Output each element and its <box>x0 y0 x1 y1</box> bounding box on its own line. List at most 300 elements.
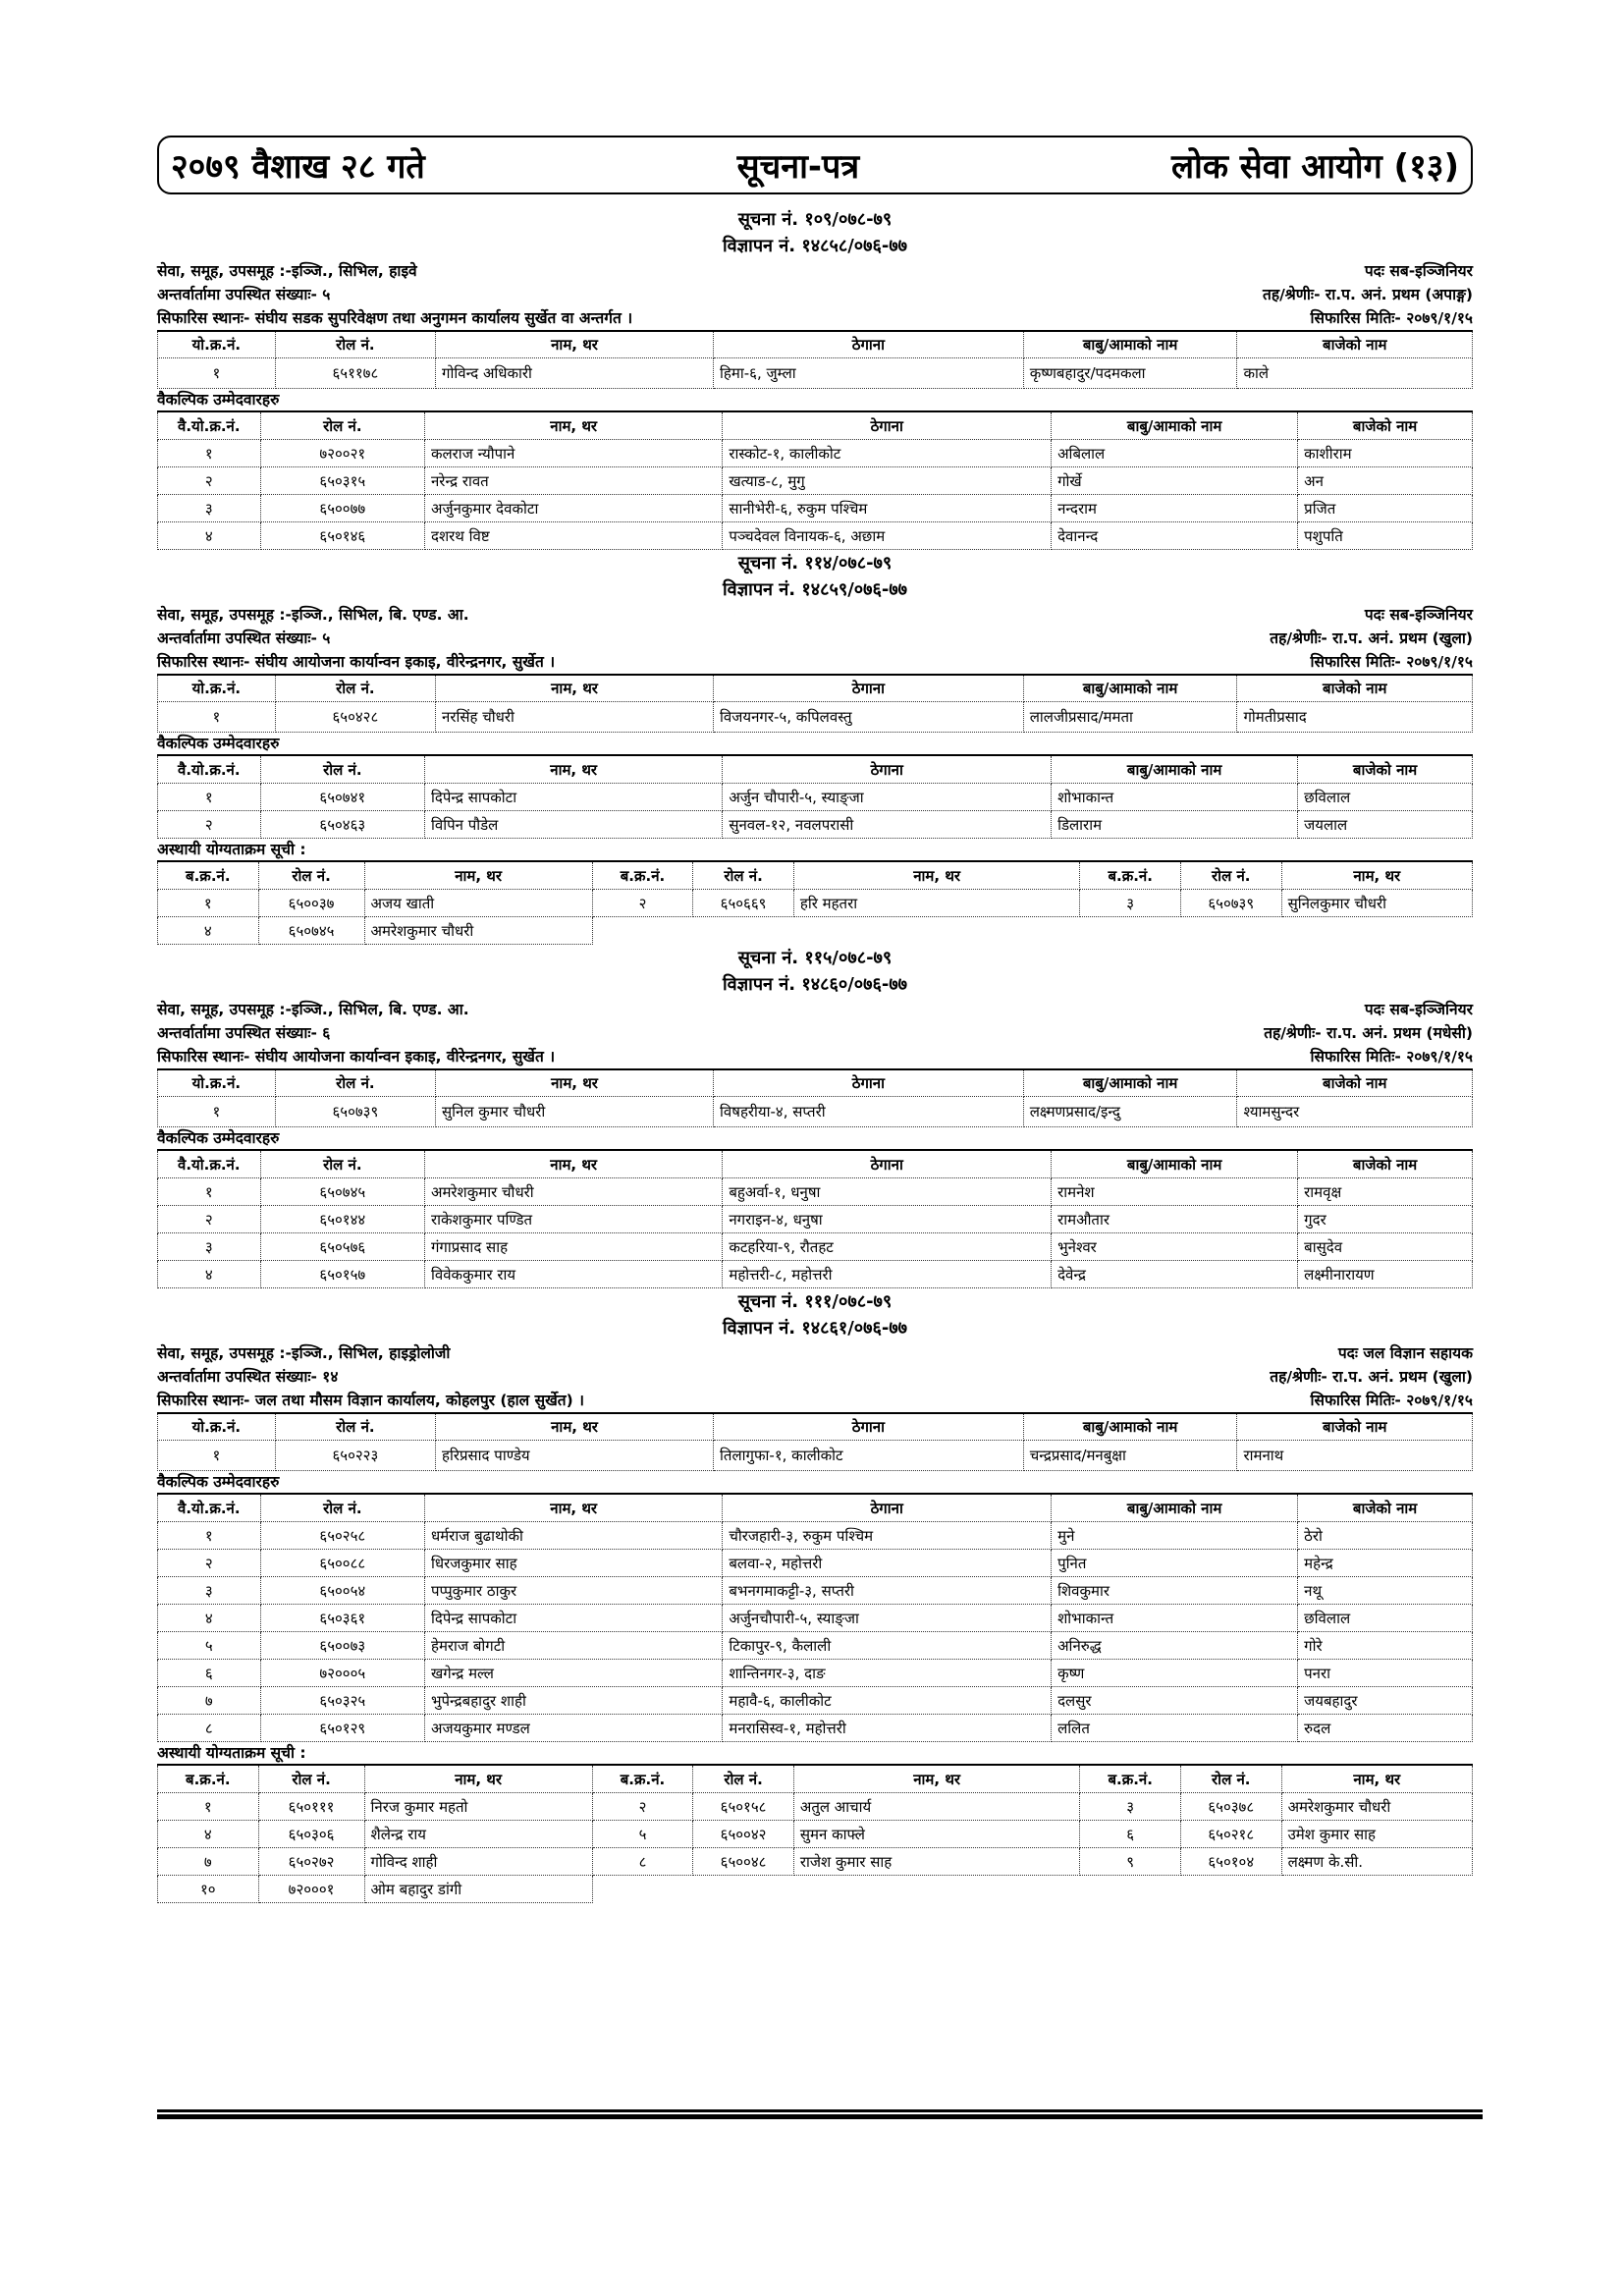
table-cell: नगराइन-४, धनुषा <box>723 1206 1052 1233</box>
table-cell: शैलेन्द्र राय <box>364 1821 592 1848</box>
table-cell: १ <box>158 1522 261 1550</box>
column-header: वै.यो.क्र.नं. <box>158 1494 261 1522</box>
table-cell: ६५०७३९ <box>275 1097 435 1127</box>
table-cell: अर्जुनकुमार देवकोटा <box>424 495 722 522</box>
table-cell: ६५०४६३ <box>260 811 424 839</box>
table-header-row <box>158 1150 1473 1178</box>
notice-page <box>157 136 1473 1903</box>
table-cell: ६५०४२८ <box>275 702 435 733</box>
table-cell: रामवृक्ष <box>1298 1178 1473 1206</box>
table-cell: ६ <box>158 1660 261 1687</box>
table-cell: रामनेश <box>1052 1178 1298 1206</box>
table-row <box>158 1097 1473 1127</box>
notice-number: सूचना नं. ११४/०७८-७९ <box>737 553 893 574</box>
table-cell: १ <box>158 1097 276 1127</box>
column-header: बाबु/आमाको नाम <box>1023 675 1237 702</box>
alternate-candidates-table <box>157 1493 1473 1742</box>
table-cell: नन्दराम <box>1052 495 1298 522</box>
column-header: वै.यो.क्र.नं. <box>158 411 261 440</box>
table-cell: शोभाकान्त <box>1052 1605 1298 1632</box>
table-cell: ६५०१४६ <box>260 522 424 550</box>
table-cell: राकेशकुमार पण्डित <box>424 1206 722 1233</box>
empty-cell <box>793 1876 1080 1903</box>
table-row <box>158 440 1473 467</box>
table-cell: ६५०३२५ <box>260 1687 424 1715</box>
table-row <box>158 1441 1473 1471</box>
table-row <box>158 1715 1473 1742</box>
table-cell: रास्कोट-१, कालीकोट <box>723 440 1052 467</box>
table-cell: ४ <box>158 1605 261 1632</box>
table-cell: अनिरुद्ध <box>1052 1632 1298 1660</box>
meta-row <box>157 650 1473 674</box>
table-cell: ६५०१५७ <box>260 1261 424 1288</box>
column-header: रोल नं. <box>258 861 364 890</box>
notice-section <box>157 945 1473 1288</box>
table-cell: ८ <box>158 1715 261 1742</box>
column-header: रोल नं. <box>258 1765 364 1793</box>
empty-cell <box>1180 1876 1281 1903</box>
post-name: पदः सब-इञ्जिनियर <box>1364 606 1473 624</box>
column-header: बाजेको नाम <box>1298 755 1473 784</box>
table-cell: सुमन काफ्ले <box>793 1821 1080 1848</box>
column-header: बाजेको नाम <box>1237 331 1473 358</box>
table-cell: १ <box>158 784 261 811</box>
table-header-row <box>158 331 1473 358</box>
level-category: तह/श्रेणीः- रा.प. अनं. प्रथम (खुला) <box>1270 629 1473 647</box>
table-cell: कृष्ण <box>1052 1660 1298 1687</box>
column-header: रोल नं. <box>260 1150 424 1178</box>
recommendation-date: सिफारिस मितिः- २०७९/१/१५ <box>1310 309 1473 327</box>
table-cell: ६५०२१८ <box>1180 1821 1281 1848</box>
column-header: ठेगाना <box>723 755 1052 784</box>
table-cell: २ <box>592 1793 693 1821</box>
table-cell: ललित <box>1052 1715 1298 1742</box>
service-group: सेवा, समूह, उपसमूह :-इञ्जि., सिभिल, हाइवे <box>157 262 417 280</box>
column-header: ठेगाना <box>723 1150 1052 1178</box>
table-cell: चौरजहारी-३, रुकुम पश्चिम <box>723 1522 1052 1550</box>
table-cell: रामनाथ <box>1237 1441 1473 1471</box>
table-cell: खत्याड-८, मुगु <box>723 467 1052 495</box>
column-header: ठेगाना <box>714 331 1024 358</box>
table-cell: ९ <box>1080 1848 1181 1876</box>
table-cell: ३ <box>1080 1793 1181 1821</box>
table-cell: बहुअर्वा-१, धनुषा <box>723 1178 1052 1206</box>
table-cell: डिलाराम <box>1052 811 1298 839</box>
table-row <box>158 1550 1473 1577</box>
meta-row <box>157 998 1473 1021</box>
table-cell: ६५०७४५ <box>258 917 364 945</box>
table-row <box>158 495 1473 522</box>
table-row <box>158 702 1473 733</box>
recommendation-place: सिफारिस स्थानः- संघीय आयोजना कार्यान्वन इकाइ, वीरेन्द्रनगर, सुर्खेत । <box>157 1048 556 1066</box>
selected-candidates-table <box>157 330 1473 389</box>
table-cell: लक्ष्मण के.सी. <box>1281 1848 1472 1876</box>
table-row <box>158 467 1473 495</box>
table-cell: ६५०१२९ <box>260 1715 424 1742</box>
table-cell: १ <box>158 358 276 389</box>
alternate-candidates-table <box>157 754 1473 839</box>
service-group: सेवा, समूह, उपसमूह :-इञ्जि., सिभिल, बि. एण्ड. आ. <box>157 1001 469 1018</box>
column-header: ब.क्र.नं. <box>1080 1765 1181 1793</box>
column-header: रोल नं. <box>693 1765 794 1793</box>
table-row <box>158 1687 1473 1715</box>
alternate-candidates-table <box>157 1149 1473 1288</box>
post-name: पदः सब-इञ्जिनियर <box>1364 1001 1473 1018</box>
table-cell: चन्द्रप्रसाद/मनबुक्षा <box>1023 1441 1237 1471</box>
column-header: बाबु/आमाको नाम <box>1052 755 1298 784</box>
table-cell: ६५०५७६ <box>260 1233 424 1261</box>
column-header: ठेगाना <box>723 1494 1052 1522</box>
table-cell: विषहरीया-४, सप्तरी <box>714 1097 1024 1127</box>
table-cell: ६५००४२ <box>693 1821 794 1848</box>
table-cell: ८ <box>592 1848 693 1876</box>
table-cell: ५ <box>158 1632 261 1660</box>
table-cell: हरि महतरा <box>793 890 1080 917</box>
table-cell: ६५०७४५ <box>260 1178 424 1206</box>
table-cell: छविलाल <box>1298 784 1473 811</box>
table-cell: लालजीप्रसाद/ममता <box>1023 702 1237 733</box>
table-cell: अबिलाल <box>1052 440 1298 467</box>
table-cell: ६५००८८ <box>260 1550 424 1577</box>
meta-row <box>157 603 1473 627</box>
banner-organization: लोक सेवा आयोग (१३) <box>1170 147 1459 187</box>
table-cell: मनरासिस्व-१, महोत्तरी <box>723 1715 1052 1742</box>
notices-container <box>157 206 1473 1903</box>
table-cell: भुनेश्वर <box>1052 1233 1298 1261</box>
alternate-candidates-table <box>157 410 1473 550</box>
table-cell: २ <box>158 467 261 495</box>
table-cell: ६५११७८ <box>275 358 435 389</box>
table-cell: ओम बहादुर डांगी <box>364 1876 592 1903</box>
table-cell: काशीराम <box>1298 440 1473 467</box>
column-header: ब.क्र.नं. <box>592 1765 693 1793</box>
table-cell: ७ <box>158 1848 259 1876</box>
table-cell: छविलाल <box>1298 1605 1473 1632</box>
post-name: पदः जल विज्ञान सहायक <box>1337 1344 1473 1362</box>
table-cell: १ <box>158 440 261 467</box>
selected-candidates-table <box>157 1412 1473 1471</box>
table-cell: रुदल <box>1298 1715 1473 1742</box>
table-cell: ७२०००५ <box>260 1660 424 1687</box>
table-row <box>158 1848 1473 1876</box>
table-header-row <box>158 411 1473 440</box>
column-header: बाजेको नाम <box>1237 1069 1473 1097</box>
column-header: रोल नं. <box>260 1494 424 1522</box>
table-cell: अमरेशकुमार चौधरी <box>1281 1793 1472 1821</box>
column-header: बाबु/आमाको नाम <box>1023 1413 1237 1441</box>
present-count: अन्तर्वार्तामा उपस्थित संख्याः- १४ <box>157 1368 339 1386</box>
meta-row <box>157 627 1473 650</box>
column-header: बाबु/आमाको नाम <box>1052 1150 1298 1178</box>
merit-list-table <box>157 860 1473 945</box>
table-cell: पशुपति <box>1298 522 1473 550</box>
table-cell: पप्पुकुमार ठाकुर <box>424 1577 722 1605</box>
recommendation-date: सिफारिस मितिः- २०७९/१/१५ <box>1310 1048 1473 1066</box>
table-cell: राजेश कुमार साह <box>793 1848 1080 1876</box>
column-header: नाम, थर <box>793 861 1080 890</box>
selected-candidates-table <box>157 674 1473 733</box>
table-cell: ६५०२५८ <box>260 1522 424 1550</box>
table-cell: ६ <box>1080 1821 1181 1848</box>
table-row <box>158 784 1473 811</box>
table-cell: धिरजकुमार साह <box>424 1550 722 1577</box>
table-cell: ३ <box>158 1233 261 1261</box>
table-cell: गोरे <box>1298 1632 1473 1660</box>
table-cell: लक्ष्मणप्रसाद/इन्दु <box>1023 1097 1237 1127</box>
table-row <box>158 1206 1473 1233</box>
table-cell: ४ <box>158 1821 259 1848</box>
column-header: वै.यो.क्र.नं. <box>158 755 261 784</box>
column-header: वै.यो.क्र.नं. <box>158 1150 261 1178</box>
table-cell: ७२०००१ <box>258 1876 364 1903</box>
empty-cell <box>693 917 794 945</box>
table-cell: लक्ष्मीनारायण <box>1298 1261 1473 1288</box>
column-header: ठेगाना <box>714 1413 1024 1441</box>
table-cell: महोत्तरी-८, महोत्तरी <box>723 1261 1052 1288</box>
table-cell: ६५००७३ <box>260 1632 424 1660</box>
column-header: रोल नं. <box>275 331 435 358</box>
table-cell: ६५०२७२ <box>258 1848 364 1876</box>
table-cell: सुनिलकुमार चौधरी <box>1281 890 1472 917</box>
table-cell: गुदर <box>1298 1206 1473 1233</box>
table-row <box>158 890 1473 917</box>
advertisement-number: विज्ञापन नं. १४८६०/०७६-७७ <box>722 974 908 995</box>
table-cell: ५ <box>592 1821 693 1848</box>
table-cell: ६५०३१५ <box>260 467 424 495</box>
table-row <box>158 917 1473 945</box>
column-header: रोल नं. <box>275 1413 435 1441</box>
column-header: यो.क्र.नं. <box>158 1413 276 1441</box>
column-header: नाम, थर <box>436 1069 714 1097</box>
table-cell: भुपेन्द्रबहादुर शाही <box>424 1687 722 1715</box>
table-cell: कलराज न्यौपाने <box>424 440 722 467</box>
table-cell: अमरेशकुमार चौधरी <box>424 1178 722 1206</box>
present-count: अन्तर्वार्तामा उपस्थित संख्याः- ५ <box>157 629 331 647</box>
table-header-row <box>158 1413 1473 1441</box>
table-row <box>158 1605 1473 1632</box>
table-cell: जयबहादुर <box>1298 1687 1473 1715</box>
table-cell: काले <box>1237 358 1473 389</box>
table-header-row <box>158 1494 1473 1522</box>
column-header: नाम, थर <box>364 1765 592 1793</box>
table-cell: २ <box>158 1550 261 1577</box>
table-cell: ६५०६६९ <box>693 890 794 917</box>
table-cell: १ <box>158 890 259 917</box>
table-cell: ६५०३०६ <box>258 1821 364 1848</box>
column-header: बाबु/आमाको नाम <box>1023 1069 1237 1097</box>
table-cell: नथू <box>1298 1577 1473 1605</box>
notice-section <box>157 206 1473 550</box>
recommendation-place: सिफारिस स्थानः- संघीय आयोजना कार्यान्वन इकाइ, वीरेन्द्रनगर, सुर्खेत । <box>157 653 556 671</box>
merit-list-title: अस्थायी योग्यताक्रम सूची : <box>157 841 306 858</box>
table-cell: बासुदेव <box>1298 1233 1473 1261</box>
notice-number: सूचना नं. ११५/०७८-७९ <box>737 948 893 968</box>
table-cell: १ <box>158 702 276 733</box>
table-row <box>158 522 1473 550</box>
recommendation-place: सिफारिस स्थानः- संघीय सडक सुपरिवेक्षण तथा अनुगमन कार्यालय सुर्खेत वा अन्तर्गत । <box>157 309 633 327</box>
table-cell: नरसिंह चौधरी <box>436 702 714 733</box>
service-group: सेवा, समूह, उपसमूह :-इञ्जि., सिभिल, हाइड्रोलोजी <box>157 1344 451 1362</box>
table-cell: ६५०१०४ <box>1180 1848 1281 1876</box>
table-cell: देवेन्द्र <box>1052 1261 1298 1288</box>
table-cell: हिमा-६, जुम्ला <box>714 358 1024 389</box>
column-header: नाम, थर <box>436 331 714 358</box>
table-cell: महावै-६, कालीकोट <box>723 1687 1052 1715</box>
table-cell: निरज कुमार महतो <box>364 1793 592 1821</box>
table-cell: शिवकुमार <box>1052 1577 1298 1605</box>
table-cell: २ <box>592 890 693 917</box>
column-header: बाबु/आमाको नाम <box>1052 1494 1298 1522</box>
table-cell: ७२००२१ <box>260 440 424 467</box>
table-row <box>158 1632 1473 1660</box>
table-cell: २ <box>158 1206 261 1233</box>
table-row <box>158 1522 1473 1550</box>
column-header: ब.क्र.नं. <box>158 1765 259 1793</box>
column-header: रोल नं. <box>260 755 424 784</box>
empty-cell <box>1180 917 1281 945</box>
column-header: बाबु/आमाको नाम <box>1023 331 1237 358</box>
table-cell: देवानन्द <box>1052 522 1298 550</box>
column-header: रोल नं. <box>275 1069 435 1097</box>
table-cell: ठेरो <box>1298 1522 1473 1550</box>
column-header: ठेगाना <box>714 1069 1024 1097</box>
table-header-row <box>158 1765 1473 1793</box>
table-cell: दिपेन्द्र सापकोटा <box>424 1605 722 1632</box>
table-cell: अमरेशकुमार चौधरी <box>364 917 592 945</box>
table-cell: हरिप्रसाद पाण्डेय <box>436 1441 714 1471</box>
table-cell: अर्जुनचौपारी-५, स्याङ्जा <box>723 1605 1052 1632</box>
table-row <box>158 1261 1473 1288</box>
table-cell: श्यामसुन्दर <box>1237 1097 1473 1127</box>
column-header: रोल नं. <box>260 411 424 440</box>
meta-row <box>157 1021 1473 1045</box>
column-header: रोल नं. <box>1180 1765 1281 1793</box>
table-cell: प्रजित <box>1298 495 1473 522</box>
table-cell: ४ <box>158 917 259 945</box>
selected-candidates-table <box>157 1068 1473 1127</box>
alternate-candidates-title: वैकल्पिक उम्मेदवारहरु <box>157 735 280 752</box>
recommendation-date: सिफारिस मितिः- २०७९/१/१५ <box>1310 1392 1473 1409</box>
table-cell: सुनिल कुमार चौधरी <box>436 1097 714 1127</box>
table-cell: टिकापुर-९, कैलाली <box>723 1632 1052 1660</box>
column-header: रोल नं. <box>1180 861 1281 890</box>
table-cell: पञ्चदेवल विनायक-६, अछाम <box>723 522 1052 550</box>
table-cell: दिपेन्द्र सापकोटा <box>424 784 722 811</box>
notice-number: सूचना नं. १११/०७८-७९ <box>737 1291 893 1312</box>
table-cell: सुनवल-१२, नवलपरासी <box>723 811 1052 839</box>
table-row <box>158 1577 1473 1605</box>
merit-list-table <box>157 1764 1473 1903</box>
post-name: पदः सब-इञ्जिनियर <box>1364 262 1473 280</box>
table-cell: ६५००३७ <box>258 890 364 917</box>
header-banner <box>157 136 1473 194</box>
table-cell: ६५०१४४ <box>260 1206 424 1233</box>
table-header-row <box>158 675 1473 702</box>
recommendation-place: सिफारिस स्थानः- जल तथा मौसम विज्ञान कार्यालय, कोहलपुर (हाल सुर्खेत) । <box>157 1392 584 1409</box>
empty-cell <box>592 917 693 945</box>
meta-row <box>157 259 1473 283</box>
empty-cell <box>592 1876 693 1903</box>
table-cell: ६५०७४१ <box>260 784 424 811</box>
table-row <box>158 1821 1473 1848</box>
table-cell: ६५००७७ <box>260 495 424 522</box>
column-header: ब.क्र.नं. <box>158 861 259 890</box>
service-group: सेवा, समूह, उपसमूह :-इञ्जि., सिभिल, बि. एण्ड. आ. <box>157 606 469 624</box>
column-header: नाम, थर <box>424 1150 722 1178</box>
table-cell: अतुल आचार्य <box>793 1793 1080 1821</box>
table-cell: ३ <box>158 1577 261 1605</box>
column-header: नाम, थर <box>424 755 722 784</box>
table-cell: १ <box>158 1178 261 1206</box>
column-header: ब.क्र.नं. <box>592 861 693 890</box>
present-count: अन्तर्वार्तामा उपस्थित संख्याः- ६ <box>157 1024 331 1042</box>
table-cell: दशरथ विष्ट <box>424 522 722 550</box>
empty-cell <box>693 1876 794 1903</box>
table-cell: सानीभेरी-६, रुकुम पश्चिम <box>723 495 1052 522</box>
table-cell: अन <box>1298 467 1473 495</box>
table-cell: ६५०२२३ <box>275 1441 435 1471</box>
table-header-row <box>158 861 1473 890</box>
table-cell: अजय खाती <box>364 890 592 917</box>
table-cell: रामऔतार <box>1052 1206 1298 1233</box>
column-header: बाजेको नाम <box>1298 1494 1473 1522</box>
table-cell: २ <box>158 811 261 839</box>
table-row <box>158 1233 1473 1261</box>
table-cell: ६५००५४ <box>260 1577 424 1605</box>
level-category: तह/श्रेणीः- रा.प. अनं. प्रथम (अपाङ्ग) <box>1263 286 1473 303</box>
alternate-candidates-title: वैकल्पिक उम्मेदवारहरु <box>157 1473 280 1491</box>
empty-cell <box>1281 917 1472 945</box>
column-header: नाम, थर <box>424 1494 722 1522</box>
column-header: ठेगाना <box>723 411 1052 440</box>
column-header: नाम, थर <box>436 1413 714 1441</box>
notice-section <box>157 1288 1473 1903</box>
table-cell: १ <box>158 1793 259 1821</box>
advertisement-number: विज्ञापन नं. १४८५९/०७६-७७ <box>722 579 908 600</box>
table-row <box>158 358 1473 389</box>
table-cell: विवेककुमार राय <box>424 1261 722 1288</box>
table-cell: कृष्णबहादुर/पदमकला <box>1023 358 1237 389</box>
notice-section <box>157 550 1473 945</box>
alternate-candidates-title: वैकल्पिक उम्मेदवारहरु <box>157 1129 280 1147</box>
table-row <box>158 811 1473 839</box>
table-row <box>158 1660 1473 1687</box>
table-row <box>158 1793 1473 1821</box>
table-cell: पनरा <box>1298 1660 1473 1687</box>
table-cell: ६५०७३९ <box>1180 890 1281 917</box>
column-header: यो.क्र.नं. <box>158 675 276 702</box>
table-cell: ६५०१११ <box>258 1793 364 1821</box>
meta-row <box>157 1341 1473 1365</box>
column-header: बाजेको नाम <box>1237 1413 1473 1441</box>
table-header-row <box>158 1069 1473 1097</box>
table-cell: खगेन्द्र मल्ल <box>424 1660 722 1687</box>
meta-row <box>157 1365 1473 1389</box>
table-cell: गंगाप्रसाद साह <box>424 1233 722 1261</box>
column-header: बाजेको नाम <box>1237 675 1473 702</box>
table-cell: महेन्द्र <box>1298 1550 1473 1577</box>
table-cell: ६५०३६१ <box>260 1605 424 1632</box>
table-header-row <box>158 755 1473 784</box>
column-header: नाम, थर <box>364 861 592 890</box>
advertisement-number: विज्ञापन नं. १४८५८/०७६-७७ <box>722 236 908 256</box>
column-header: ठेगाना <box>714 675 1024 702</box>
column-header: नाम, थर <box>793 1765 1080 1793</box>
table-cell: ३ <box>1080 890 1181 917</box>
column-header: यो.क्र.नं. <box>158 331 276 358</box>
table-cell: विपिन पौडेल <box>424 811 722 839</box>
merit-list-title: अस्थायी योग्यताक्रम सूची : <box>157 1744 306 1762</box>
